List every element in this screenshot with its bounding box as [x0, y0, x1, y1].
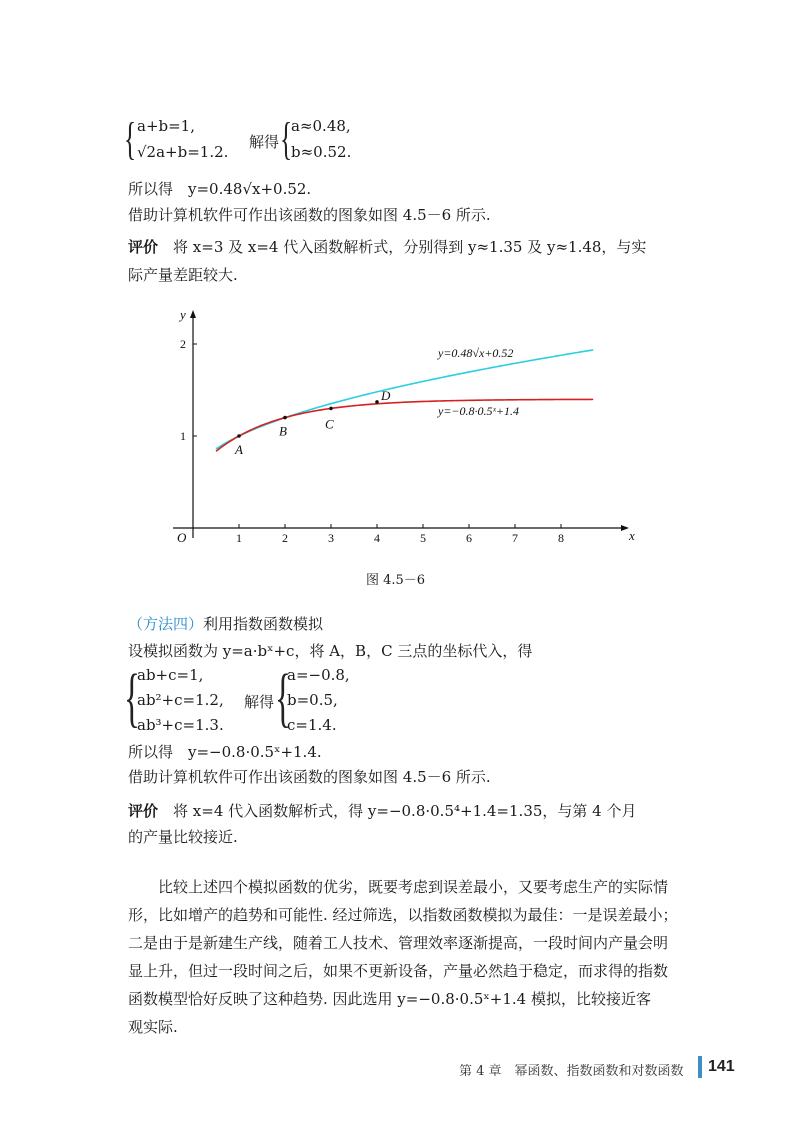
- x-axis-label: x: [629, 528, 635, 543]
- graph-note-1: 借助计算机软件可作出该函数的图象如图 4.5－6 所示.: [128, 206, 491, 224]
- system-eq-1: a+b=1,: [137, 117, 195, 135]
- method-4-result: 所以得 y=−0.8·0.5ˣ+1.4.: [128, 743, 322, 761]
- method-4-eq-3: ab³+c=1.3.: [137, 716, 224, 734]
- point-label-a: A: [235, 442, 243, 457]
- method-4-solution-brace: {: [275, 661, 291, 734]
- y-axis-arrow: [190, 310, 196, 318]
- origin-label: O: [177, 530, 187, 545]
- evaluation-1-line-2: 际产量差距较大.: [128, 266, 238, 284]
- data-point-a: [237, 434, 241, 438]
- summary-line: 二是由于是新建生产线，随着工人技术、管理效率逐渐提高，一段时间内产量会明: [128, 934, 669, 952]
- method-4-title: 利用指数函数模拟: [203, 615, 324, 633]
- figure-caption: 图 4.5－6: [366, 573, 426, 588]
- x-tick-label: 6: [466, 531, 472, 545]
- y-axis-label: y: [180, 307, 186, 322]
- evaluation-1-line-1: [128, 236, 646, 257]
- method-4-tag: （方法四）: [128, 615, 204, 633]
- solve-label: 解得: [249, 133, 280, 151]
- data-point-b: [283, 416, 287, 420]
- evaluation-2-line-2: 的产量比较接近.: [128, 828, 238, 846]
- point-label-d: D: [381, 387, 391, 403]
- method-4-setup: 设模拟函数为 y=a·bˣ+c，将 A，B，C 三点的坐标代入，得: [128, 642, 533, 660]
- x-tick-label: 2: [282, 531, 288, 545]
- summary-line: 观实际.: [128, 1018, 178, 1036]
- evaluation-2-line-1: [128, 800, 636, 821]
- summary-paragraph: [128, 873, 718, 1041]
- method-4-eq-2: ab²+c=1.2,: [137, 691, 224, 709]
- method-4-sol-3: c=1.4.: [287, 716, 337, 734]
- footer-accent-bar: [698, 1056, 702, 1078]
- summary-line: 函数模型恰好反映了这种趋势. 因此选用 y=−0.8·0.5ˣ+1.4 模拟，比较接近客: [128, 990, 651, 1008]
- chapter-title: 第 4 章 幂函数、指数函数和对数函数: [459, 1064, 684, 1079]
- method-4-heading: [128, 613, 323, 634]
- system-brace-left: {: [124, 113, 137, 164]
- exp-curve: [216, 399, 593, 451]
- solution-eq-2: b≈0.52.: [291, 143, 352, 161]
- data-point-c: [329, 407, 333, 411]
- legend-sqrt-label: y=0.48√x+0.52: [438, 346, 514, 360]
- x-tick-label: 7: [512, 531, 518, 545]
- method-4-sol-1: a=−0.8,: [287, 666, 350, 684]
- legend-exp-label: y=−0.8·0.5ˣ+1.4: [438, 404, 520, 418]
- point-label-b: B: [279, 423, 287, 439]
- evaluation-label: 评价: [128, 238, 159, 256]
- system-eq-2: √2a+b=1.2.: [137, 143, 229, 161]
- x-tick-label: 8: [558, 531, 564, 545]
- point-label-c: C: [325, 416, 334, 432]
- evaluation-text: 将 x=3 及 x=4 代入函数解析式，分别得到 y≈1.35 及 y≈1.48，与实: [173, 238, 647, 256]
- summary-line: 形，比如增产的趋势和可能性. 经过筛选，以指数函数模拟为最佳：一是误差最小；: [128, 906, 678, 924]
- method-4-sol-2: b=0.5,: [287, 691, 338, 709]
- x-axis-arrow: [621, 525, 629, 531]
- evaluation-2-text: 将 x=4 代入函数解析式，得 y=−0.8·0.5⁴+1.4=1.35，与第 4 个月: [173, 802, 637, 820]
- y-tick-label: 2: [180, 337, 186, 351]
- page-number: 141: [708, 1058, 735, 1075]
- summary-line: 比较上述四个模拟函数的优劣，既要考虑到误差最小，又要考虑生产的实际情: [158, 878, 669, 896]
- result-line-1: 所以得 y=0.48√x+0.52.: [128, 180, 312, 198]
- data-point-d: [375, 400, 379, 404]
- x-tick-label: 3: [328, 531, 334, 545]
- y-tick-label: 1: [180, 429, 186, 443]
- x-tick-label: 4: [374, 531, 380, 545]
- solution-eq-1: a≈0.48,: [291, 117, 351, 135]
- summary-line: 显上升，但过一段时间之后，如果不更新设备，产量必然趋于稳定，而求得的指数: [128, 962, 669, 980]
- x-tick-label: 5: [420, 531, 426, 545]
- method-4-solve-label: 解得: [244, 693, 275, 711]
- method-4-graph-note: 借助计算机软件可作出该函数的图象如图 4.5－6 所示.: [128, 768, 491, 786]
- solution-brace: {: [280, 113, 293, 164]
- method-4-eq-1: ab+c=1,: [137, 666, 204, 684]
- evaluation-2-label: 评价: [128, 802, 159, 820]
- x-tick-label: 1: [236, 531, 242, 545]
- method-4-system-brace: {: [124, 661, 140, 734]
- function-graph: [0, 300, 800, 600]
